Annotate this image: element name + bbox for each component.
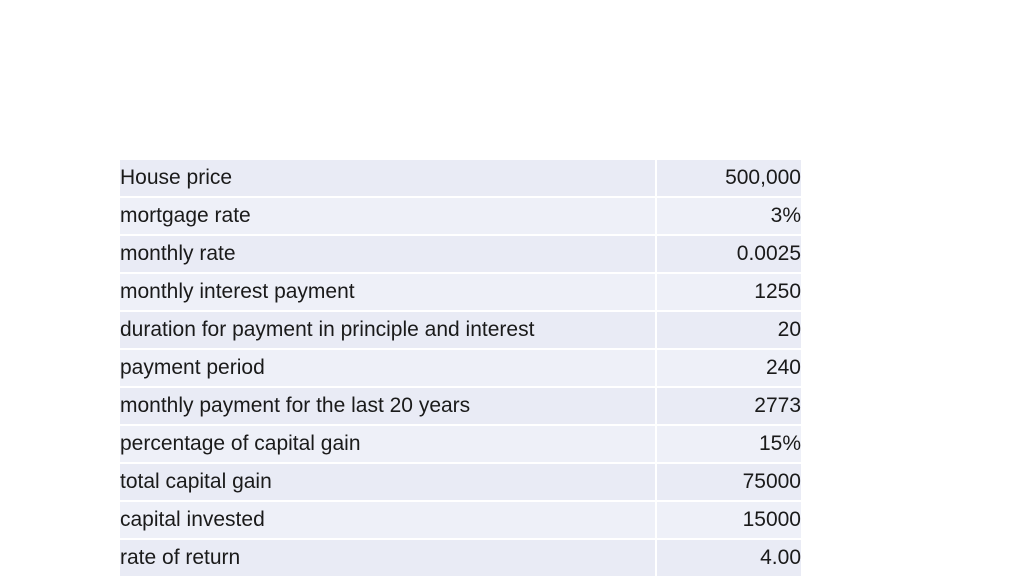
table-row: [120, 236, 801, 274]
row-label: payment period: [120, 350, 657, 388]
table-row: [120, 464, 801, 502]
table-row: [120, 388, 801, 426]
row-value: 1250: [657, 274, 801, 312]
row-label: monthly rate: [120, 236, 657, 274]
table-row: [120, 502, 801, 540]
row-label: House price: [120, 160, 657, 198]
row-label: monthly interest payment: [120, 274, 657, 312]
row-label: capital invested: [120, 502, 657, 540]
row-value: 240: [657, 350, 801, 388]
mortgage-table: [120, 160, 801, 576]
table-row: [120, 312, 801, 350]
row-value: 4.00: [657, 540, 801, 576]
row-value: 15000: [657, 502, 801, 540]
table-row: [120, 540, 801, 576]
row-value: 0.0025: [657, 236, 801, 274]
row-value: 75000: [657, 464, 801, 502]
row-value: 15%: [657, 426, 801, 464]
table-row: [120, 274, 801, 312]
row-value: 3%: [657, 198, 801, 236]
row-value: 20: [657, 312, 801, 350]
row-label: total capital gain: [120, 464, 657, 502]
row-label: monthly payment for the last 20 years: [120, 388, 657, 426]
row-label: mortgage rate: [120, 198, 657, 236]
row-label: rate of return: [120, 540, 657, 576]
row-label: percentage of capital gain: [120, 426, 657, 464]
row-value: 500,000: [657, 160, 801, 198]
table-row: [120, 160, 801, 198]
row-value: 2773: [657, 388, 801, 426]
table-row: [120, 426, 801, 464]
table-row: [120, 198, 801, 236]
row-label: duration for payment in principle and interest: [120, 312, 657, 350]
table-row: [120, 350, 801, 388]
